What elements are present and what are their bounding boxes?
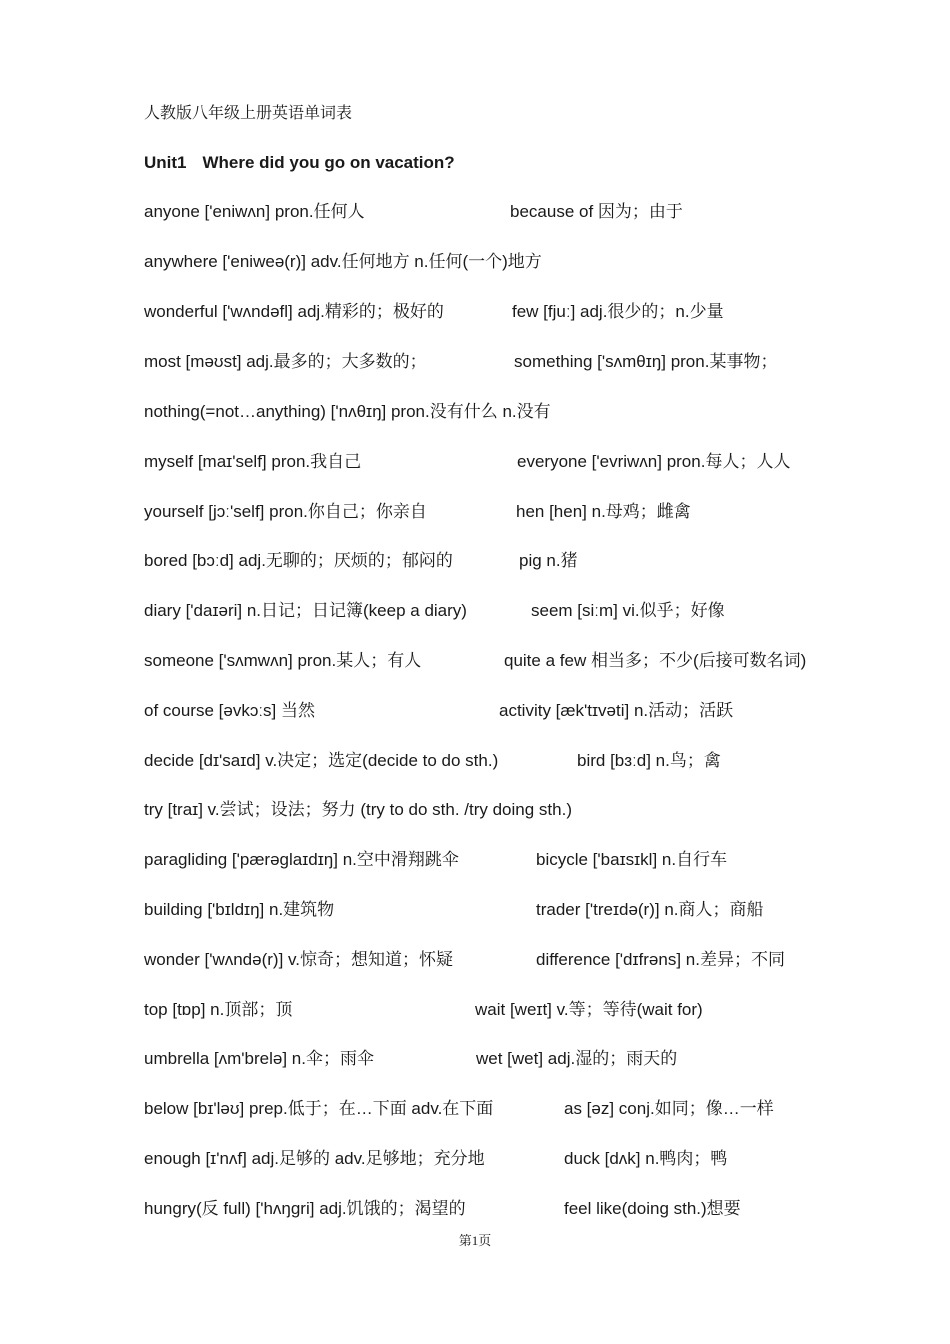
vocab-entry-right: because of 因为；由于: [510, 202, 683, 221]
vocab-entry-left: wonderful ['wʌndəfl] adj.精彩的；极好的: [144, 302, 444, 321]
vocab-entry-left: yourself [jɔː'self] pron.你自己；你亲自: [144, 502, 427, 521]
vocab-row: [0, 599, 950, 623]
vocab-entry-left: myself [maɪ'self] pron.我自己: [144, 452, 362, 471]
unit-heading: [144, 152, 455, 174]
vocab-row: [0, 898, 950, 922]
vocab-entry-right: feel like(doing sth.)想要: [564, 1199, 741, 1218]
vocab-entry-left: wonder ['wʌndə(r)] v.惊奇；想知道；怀疑: [144, 950, 453, 969]
vocab-entry-left: building ['bɪldɪŋ] n.建筑物: [144, 900, 335, 919]
vocab-row: [0, 450, 950, 474]
vocab-entry-left: paragliding ['pærəglaɪdɪŋ] n.空中滑翔跳伞: [144, 850, 459, 869]
vocab-row: [0, 649, 950, 673]
vocab-entry-left: most [məʊst] adj.最多的；大多数的；: [144, 352, 427, 371]
vocab-entry-left: anyone ['eniwʌn] pron.任何人: [144, 202, 365, 221]
vocab-row: [0, 699, 950, 723]
vocab-entry-right: something ['sʌmθɪŋ] pron.某事物；: [514, 352, 778, 371]
vocab-entry-left: try [traɪ] v.尝试；设法；努力 (try to do sth. /try doing sth.): [144, 800, 572, 819]
vocab-entry-left: enough [ɪ'nʌf] adj.足够的 adv.足够地；充分地: [144, 1149, 485, 1168]
vocab-row: [0, 400, 950, 424]
vocab-row: [0, 549, 950, 573]
unit-title: Where did you go on vacation?: [202, 153, 455, 172]
vocab-entry-left: diary ['daɪəri] n.日记；日记簿(keep a diary): [144, 601, 467, 620]
vocab-row: [0, 1197, 950, 1221]
vocab-row: [0, 1097, 950, 1121]
vocab-row: [0, 350, 950, 374]
vocab-entry-right: duck [dʌk] n.鸭肉；鸭: [564, 1149, 728, 1168]
vocab-entry-right: wet [wet] adj.湿的；雨天的: [476, 1049, 678, 1068]
vocab-entry-right: trader ['treɪdə(r)] n.商人；商船: [536, 900, 764, 919]
vocab-entry-right: quite a few 相当多；不少(后接可数名词): [504, 651, 807, 670]
document-title: 人教版八年级上册英语单词表: [144, 105, 353, 122]
vocab-row: [0, 500, 950, 524]
vocab-row: [0, 1147, 950, 1171]
unit-label: Unit1: [144, 153, 187, 172]
vocab-entry-right: pig n.猪: [519, 551, 578, 570]
vocab-row: [0, 798, 950, 822]
vocab-entry-left: nothing(=not…anything) ['nʌθɪŋ] pron.没有什么 n.没有: [144, 402, 551, 421]
vocab-entry-left: umbrella [ʌm'brelə] n.伞；雨伞: [144, 1049, 374, 1068]
vocab-entry-left: below [bɪ'ləʊ] prep.低于；在…下面 adv.在下面: [144, 1099, 494, 1118]
vocab-entry-left: hungry(反 full) ['hʌŋgri] adj.饥饿的；渴望的: [144, 1199, 466, 1218]
vocab-entry-left: of course [əvkɔːs] 当然: [144, 701, 315, 720]
vocab-entry-right: seem [siːm] vi.似乎；好像: [531, 601, 725, 620]
vocab-entry-right: activity [æk'tɪvəti] n.活动；活跃: [499, 701, 734, 720]
vocab-entry-left: someone ['sʌmwʌn] pron.某人；有人: [144, 651, 422, 670]
vocab-entry-left: bored [bɔːd] adj.无聊的；厌烦的；郁闷的: [144, 551, 453, 570]
page-number: 第1页: [458, 1233, 492, 1248]
vocab-row: [0, 200, 950, 224]
vocab-entry-left: anywhere ['eniweə(r)] adv.任何地方 n.任何(一个)地方: [144, 252, 542, 271]
vocab-entry-right: bicycle ['baɪsɪkl] n.自行车: [536, 850, 728, 869]
vocab-entry-right: wait [weɪt] v.等；等待(wait for): [475, 1000, 703, 1019]
vocab-entry-right: bird [bɜːd] n.鸟；禽: [577, 751, 721, 770]
vocab-row: [0, 300, 950, 324]
vocab-row: [0, 848, 950, 872]
vocab-entry-right: as [əz] conj.如同；像…一样: [564, 1099, 774, 1118]
vocab-row: [0, 1047, 950, 1071]
vocab-entry-left: decide [dɪ'saɪd] v.决定；选定(decide to do sth.): [144, 751, 499, 770]
vocab-entry-right: everyone ['evriwʌn] pron.每人；人人: [517, 452, 791, 471]
vocab-row: [0, 998, 950, 1022]
vocab-entry-right: few [fjuː] adj.很少的；n.少量: [512, 302, 724, 321]
vocab-row: [0, 948, 950, 972]
vocab-row: [0, 749, 950, 773]
vocab-entry-left: top [tɒp] n.顶部；顶: [144, 1000, 293, 1019]
vocab-entry-right: difference ['dɪfrəns] n.差异；不同: [536, 950, 785, 969]
vocab-row: [0, 250, 950, 274]
vocab-entry-right: hen [hen] n.母鸡；雌禽: [516, 502, 691, 521]
